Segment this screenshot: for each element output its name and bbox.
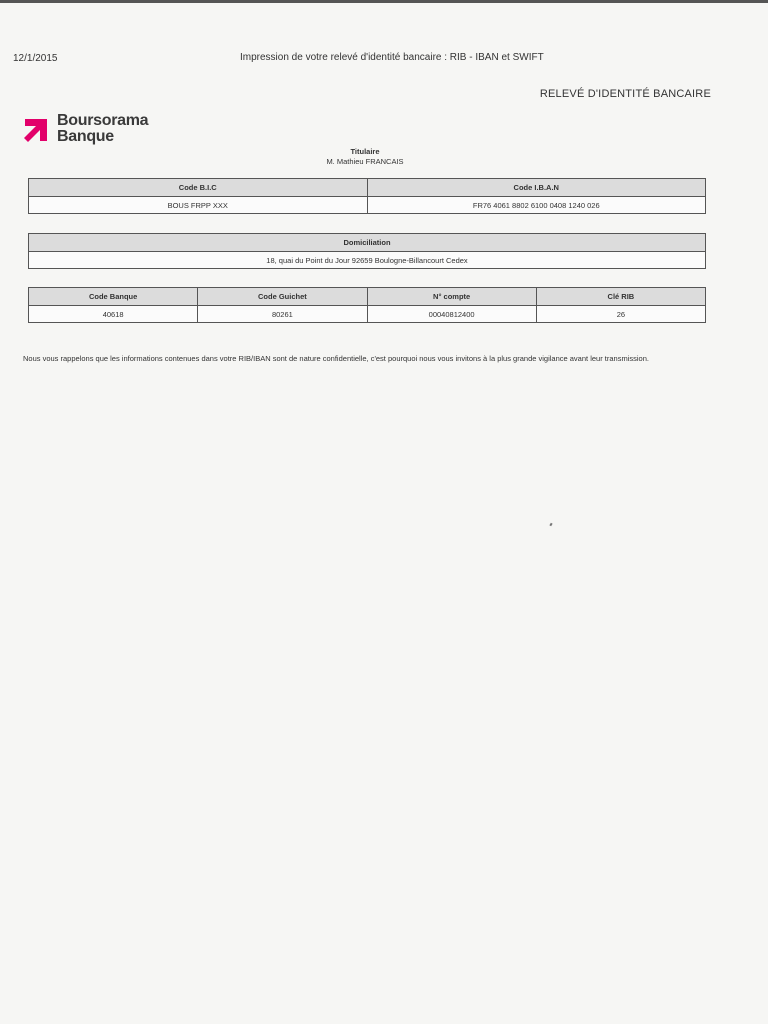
branch-code-header: Code Guichet: [198, 288, 367, 306]
bank-logo: [22, 113, 162, 149]
bank-logo-line1: Boursorama: [57, 112, 149, 129]
domiciliation-header: Domiciliation: [29, 234, 706, 252]
arrow-icon: [22, 116, 50, 144]
rib-key-value: 26: [536, 306, 705, 323]
iban-header: Code I.B.A.N: [367, 179, 706, 197]
table-row: [29, 252, 706, 269]
bic-value: BOUS FRPP XXX: [29, 197, 368, 214]
confidentiality-notice: Nous vous rappelons que les informations contenues dans votre RIB/IBAN sont de nature confidentielle, c'est pourquoi nous vous invitons à la plus grande vigilance avant leur transmission.: [23, 354, 649, 363]
table-row: [29, 288, 706, 306]
domiciliation-value: 18, quai du Point du Jour 92659 Boulogne-Billancourt Cedex: [29, 252, 706, 269]
account-number-value: 00040812400: [367, 306, 536, 323]
print-title: Impression de votre relevé d'identité bancaire : RIB - IBAN et SWIFT: [240, 52, 544, 63]
table-row: [29, 234, 706, 252]
account-table: [28, 287, 706, 323]
table-row: [29, 197, 706, 214]
table-row: [29, 306, 706, 323]
bank-logo-text: [57, 113, 148, 145]
table-row: [29, 179, 706, 197]
iban-value: FR76 4061 8802 6100 0408 1240 026: [367, 197, 706, 214]
bic-header: Code B.I.C: [29, 179, 368, 197]
holder-label: Titulaire: [350, 147, 380, 156]
rib-key-header: Clé RIB: [536, 288, 705, 306]
document-heading: RELEVÉ D'IDENTITÉ BANCAIRE: [539, 88, 711, 100]
codes-table: [28, 178, 706, 214]
bank-logo-line2: Banque: [57, 128, 114, 145]
print-date: 12/1/2015: [13, 53, 58, 64]
scan-speck: [549, 523, 552, 527]
domiciliation-table: [28, 233, 706, 269]
bank-code-header: Code Banque: [29, 288, 198, 306]
branch-code-value: 80261: [198, 306, 367, 323]
scan-edge: [0, 0, 768, 3]
holder-name: M. Mathieu FRANCAIS: [326, 157, 404, 166]
bank-code-value: 40618: [29, 306, 198, 323]
account-number-header: N° compte: [367, 288, 536, 306]
